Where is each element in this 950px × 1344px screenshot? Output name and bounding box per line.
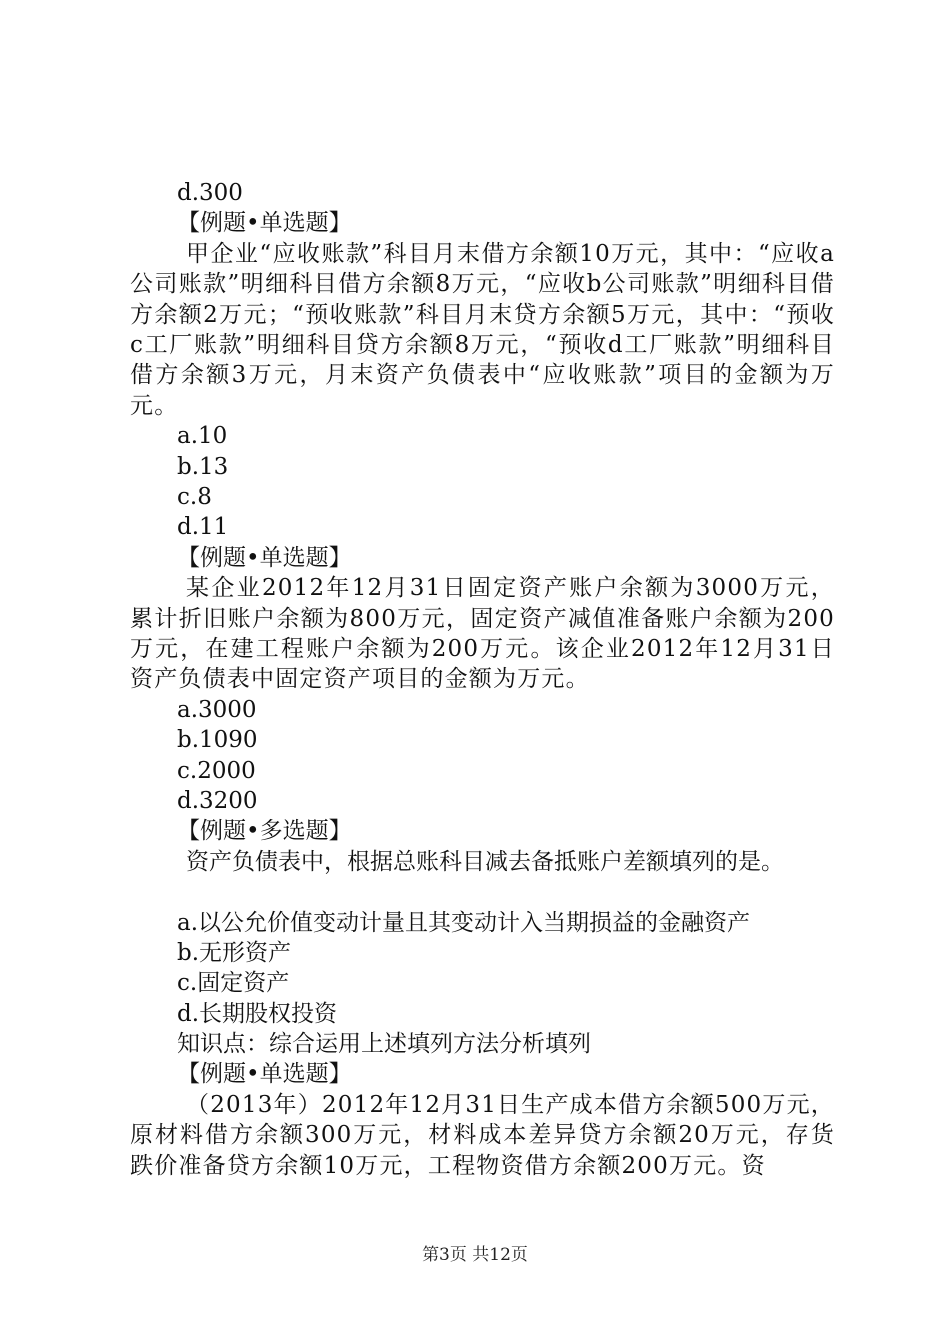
answer-option: 知识点：综合运用上述填列方法分析填列	[177, 1031, 591, 1058]
answer-option: d.300	[177, 180, 243, 206]
question-heading: 【例题•多选题】	[177, 818, 352, 845]
question-heading: 【例题•单选题】	[177, 544, 352, 571]
question-heading: 【例题•单选题】	[177, 1061, 352, 1088]
answer-option: a.10	[177, 423, 228, 450]
page-content	[130, 178, 835, 1181]
answer-option: b.无形资产	[177, 939, 292, 966]
answer-option: d.长期股权投资	[177, 1000, 338, 1027]
answer-option: d.3200	[177, 787, 258, 814]
page-footer: 第3页 共12页	[422, 1245, 528, 1265]
answer-option: d.11	[177, 514, 229, 541]
answer-option: 资产负债表中，根据总账科目减去备抵账户差额填列的是。	[186, 848, 784, 875]
question-heading: 【例题•单选题】	[177, 210, 352, 237]
question-paragraph: 甲企业“应收账款”科目月末借方余额10万元，其中：“应收a公司账款”明细科目借方余额8万元，“应收b公司账款”明细科目借方余额2万元；“预收账款”科目月末贷方余额5万元，其中：“预收c工厂账款”明细科目贷方余额8万元，“预收d工厂账款”明细科目借方余额3万元，月末资产负债表中“应收账款”项目的金额为万元。	[130, 240, 835, 419]
blank-line	[130, 877, 835, 907]
answer-option: b.13	[177, 453, 229, 480]
question-paragraph: 某企业2012年12月31日固定资产账户余额为3000万元，累计折旧账户余额为800万元，固定资产减值准备账户余额为200万元，在建工程账户余额为200万元。该企业2012年12月31日资产负债表中固定资产项目的金额为万元。	[130, 575, 835, 693]
answer-option: c.2000	[177, 757, 256, 784]
question-paragraph: （2013年）2012年12月31日生产成本借方余额500万元，原材料借方余额300万元，材料成本差异贷方余额20万元，存货跌价准备贷方余额10万元，工程物资借方余额200万元。资	[130, 1091, 835, 1179]
answer-option: a.3000	[177, 696, 257, 723]
answer-option: c.固定资产	[177, 970, 290, 997]
answer-option: c.8	[177, 484, 212, 510]
answer-option: b.1090	[177, 727, 258, 754]
answer-option: a.以公允价值变动计量且其变动计入当期损益的金融资产	[177, 909, 751, 936]
